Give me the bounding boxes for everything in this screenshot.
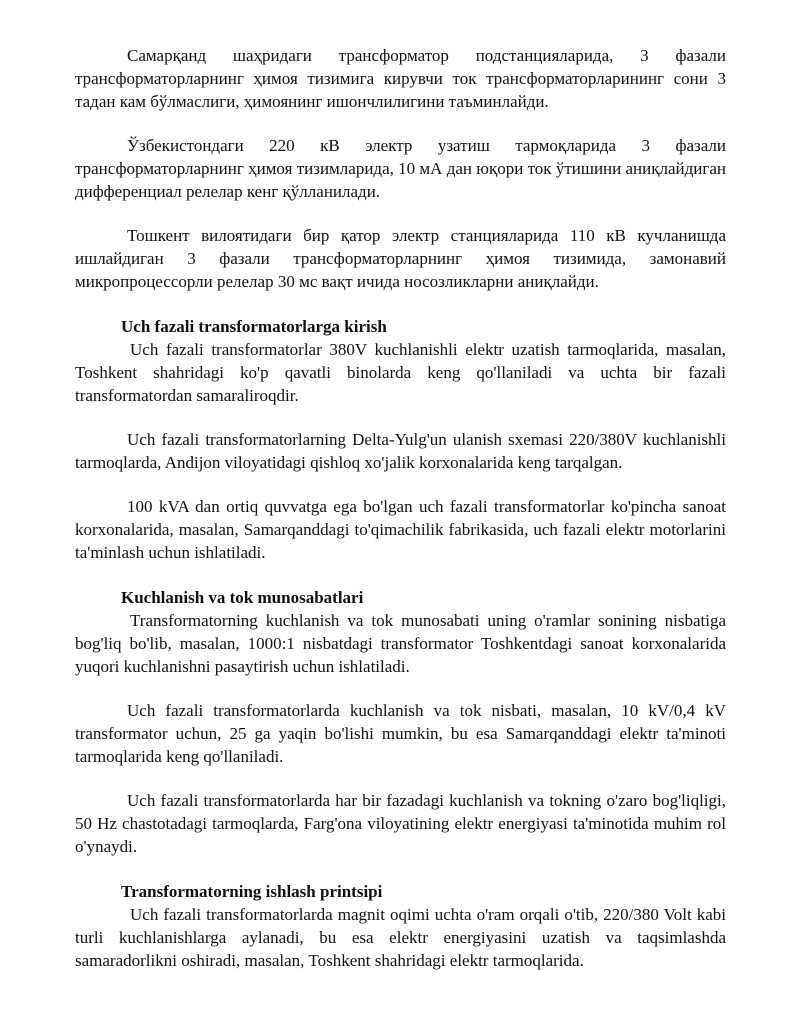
paragraph-magnetic-flux: Uch fazali transformatorlarda magnit oqimi uchta o'ram orqali o'tib, 220/380 Volt kabi turli kuchlanishlarga aylanadi, bu esa elektr energiyasini uzatish va taqsimlashda samaradorlikni oshiradi, masalan, Toshkent shahridagi elektr tarmoqlarida. (75, 905, 726, 970)
paragraph-10kv-ratio: Uch fazali transformatorlarda kuchlanish va tok nisbati, masalan, 10 kV/0,4 kV transformator uchun, 25 ga yaqin bo'lishi mumkin, bu esa Samarqanddagi elektr ta'minoti tarmoqlarida keng qo'llaniladi. (75, 701, 726, 766)
paragraph-delta-yulgun: Uch fazali transformatorlarning Delta-Yulg'un ulanish sxemasi 220/380V kuchlanishli tarmoqlarda, Andijon viloyatidagi qishloq xo'jalik korxonalarida keng tarqalgan. (75, 430, 726, 472)
paragraph-tashkent-110kv: Тошкент вилоятидаги бир қатор электр станцияларида 110 кВ кучланишда ишлайдиган 3 фазали трансформаторларнинг ҳимоя тизимида, замонавий микропроцессорли релелар 30 мс вақт ичида носозликларни аниқлайди. (75, 226, 726, 291)
paragraph-50hz: Uch fazali transformatorlarda har bir fazadagi kuchlanish va tokning o'zaro bog'liqligi, 50 Hz chastotadagi tarmoqlarda, Farg'ona viloyatining elektr energiyasi ta'minotida muhim rol o'ynaydi. (75, 791, 726, 856)
paragraph-380v-networks: Uch fazali transformatorlar 380V kuchlanishli elektr uzatish tarmoqlarida, masalan, Toshkent shahridagi ko'p qavatli binolarda keng qo'llaniladi va uchta bir fazali transformatordan samaraliroqdir. (75, 340, 726, 405)
heading-uch-fazali-kirish: Uch fazali transformatorlarga kirish (121, 317, 387, 336)
heading-kuchlanish-tok: Kuchlanish va tok munosabatlari (121, 588, 364, 607)
paragraph-100kva: 100 kVA dan ortiq quvvatga ega bo'lgan uch fazali transformatorlar ko'pincha sanoat korxonalarida, masalan, Samarqanddagi to'qimachilik fabrikasida, uch fazali elektr motorlarini ta'minlash uchun ishlatiladi. (75, 497, 726, 562)
paragraph-samarkand-substations: Самарқанд шаҳридаги трансформатор подстанцияларида, 3 фазали трансформаторларнинг ҳимоя тизимига кирувчи ток трансформаторларининг сони 3 тадан кам бўлмаслиги, ҳимоянинг ишончлилигини таъминлайди. (75, 46, 726, 111)
heading-ishlash-printsipi: Transformatorning ishlash printsipi (121, 882, 383, 901)
paragraph-turns-ratio: Transformatorning kuchlanish va tok munosabati uning o'ramlar sonining nisbatiga bog'liq bo'lib, masalan, 1000:1 nisbatdagi transformator Toshkentdagi sanoat korxonalarida yuqori kuchlanishni pasaytirish uchun ishlatiladi. (75, 611, 726, 676)
paragraph-uzbekistan-220kv: Ўзбекистондаги 220 кВ электр узатиш тармоқларида 3 фазали трансформаторларнинг ҳимоя тизимларида, 10 мА дан юқори ток ўтишини аниқлайдиган дифференциал релелар кенг қўлланилади. (75, 136, 726, 201)
document-page (75, 44, 726, 972)
